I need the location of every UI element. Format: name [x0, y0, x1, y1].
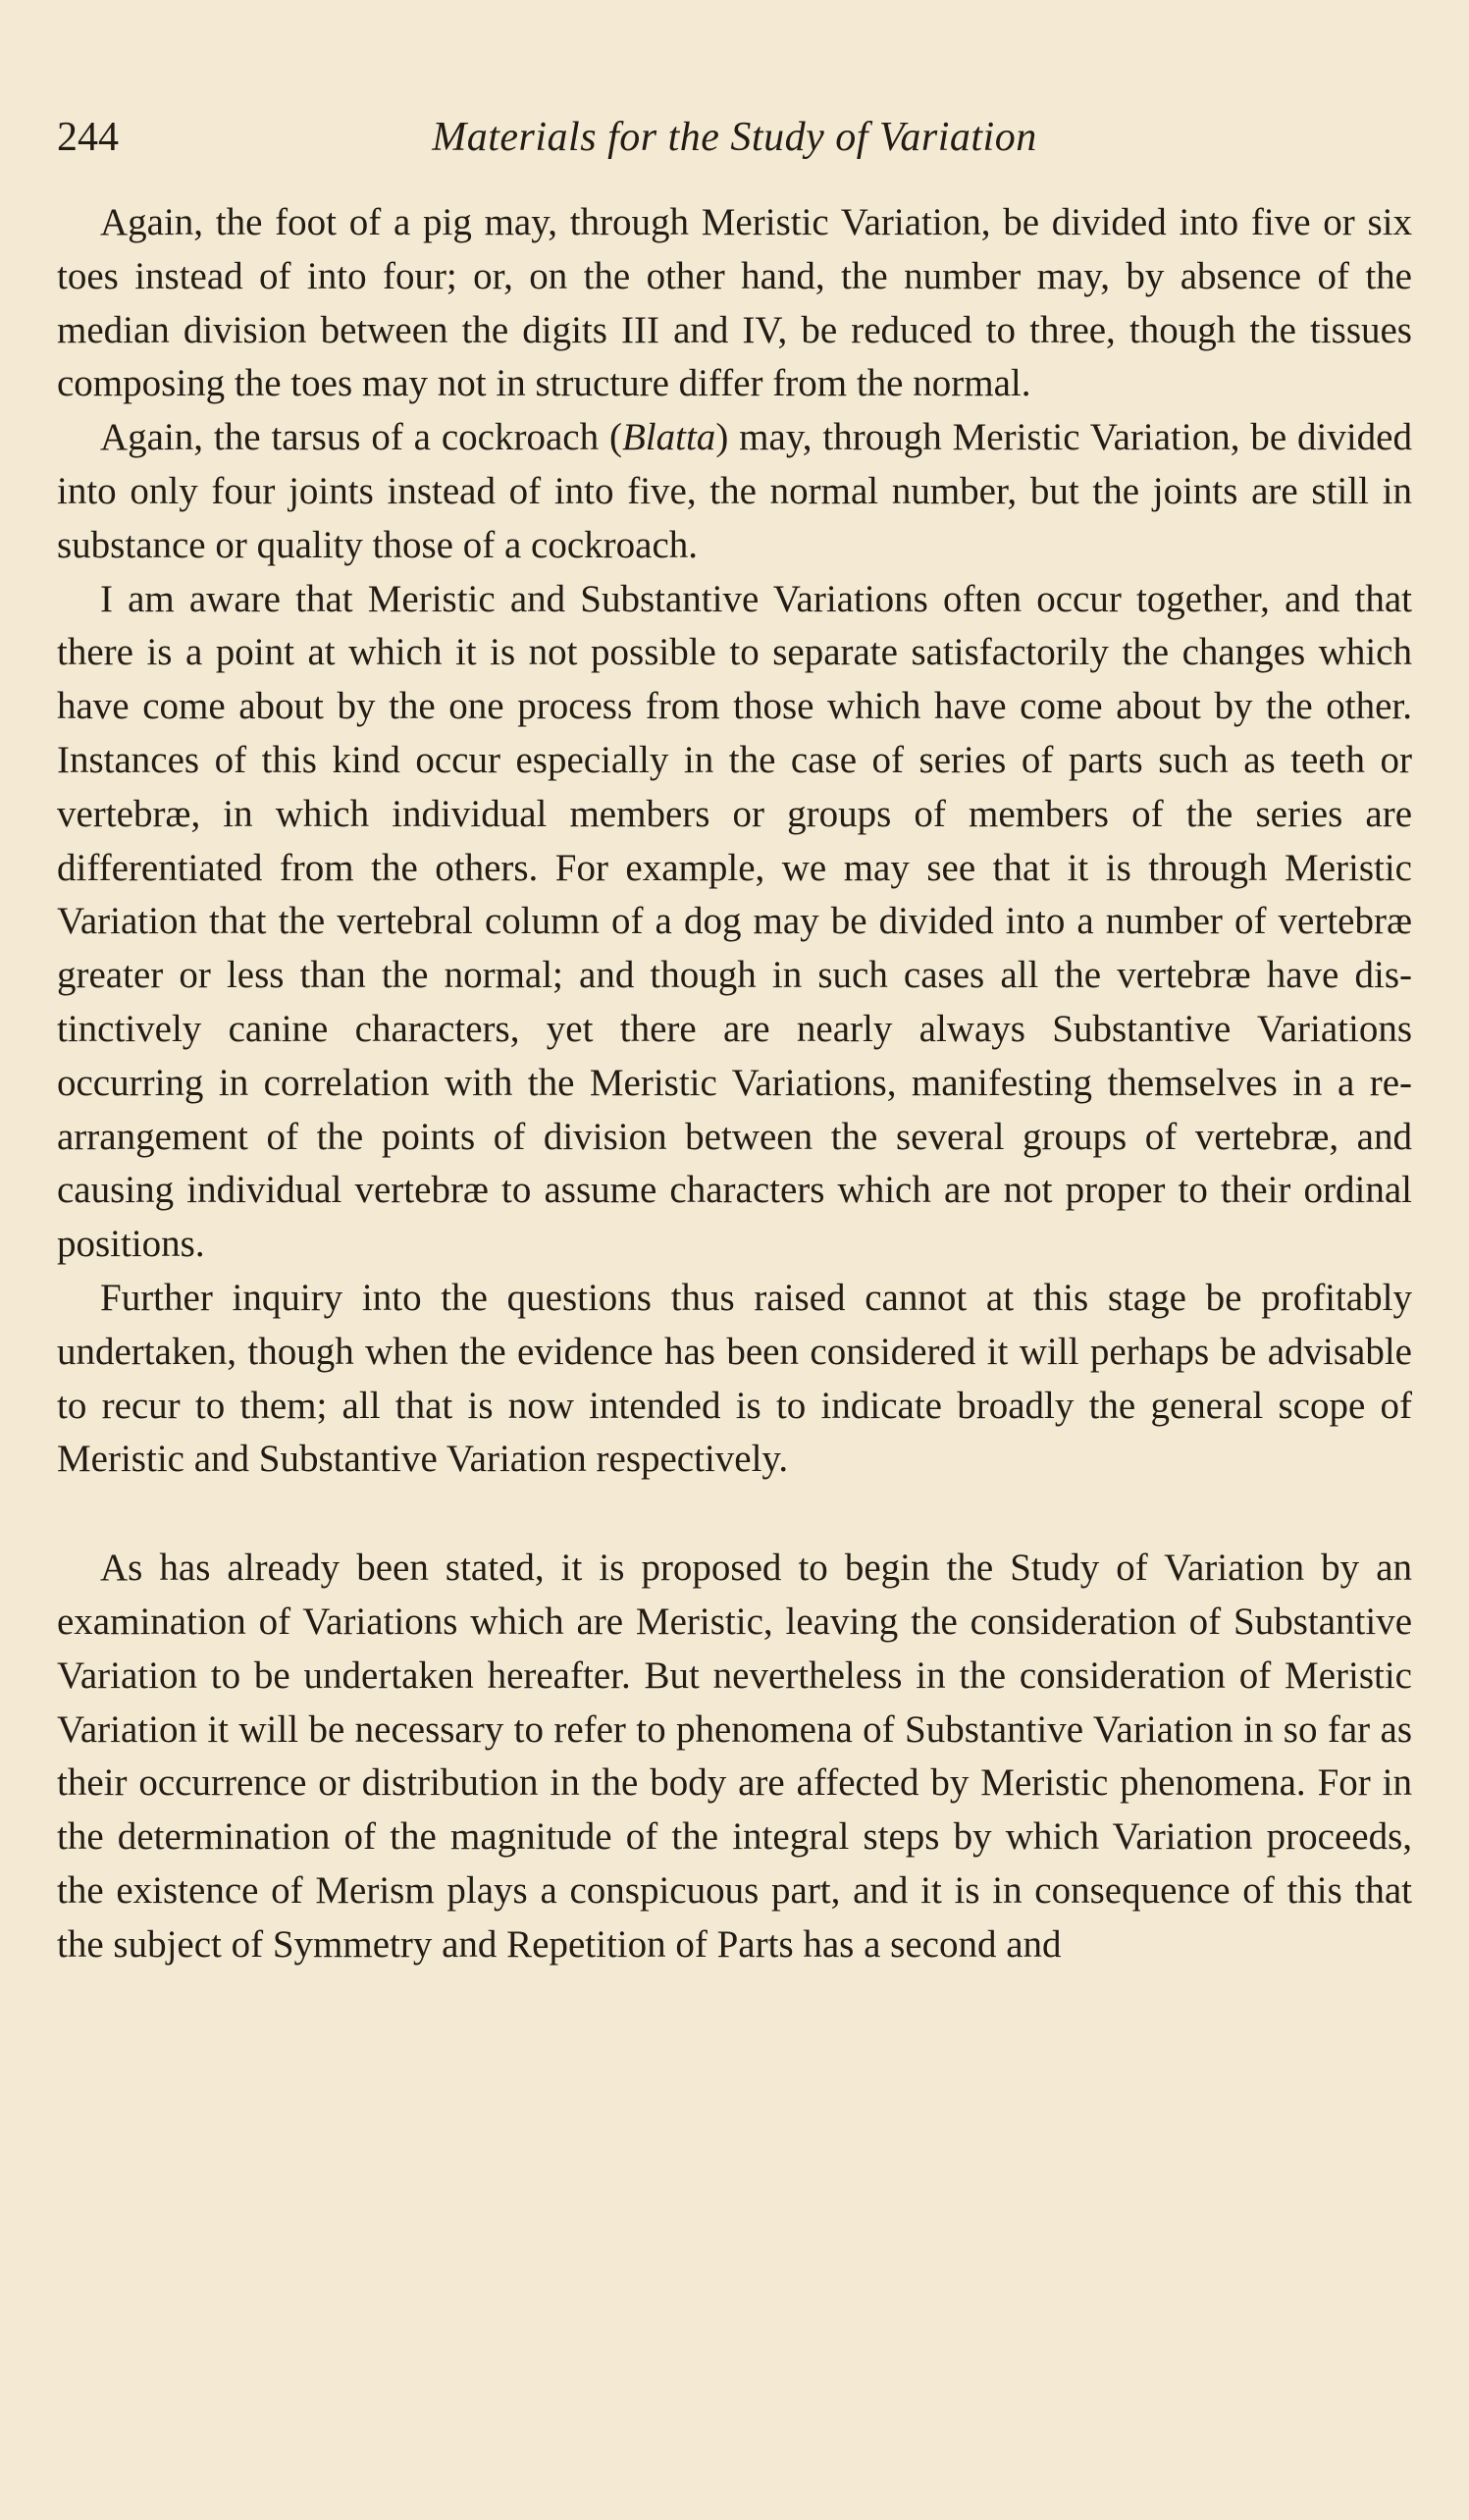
paragraph-further-inquiry: Further inquiry into the questions thus raised cannot at this stage be profitably undertaken, though when the evidence has been considered it will perhaps be advisable to recur to them; all that is now intended is to indicate broadly the general scope of Meristic and Substantive Variation respectively. [57, 1276, 1412, 1481]
paragraph-pig-foot: Again, the foot of a pig may, through Meristic Variation, be divided into five or six toes instead of into four; or, on the other hand, the number may, by absence of the median division between the digits III and IV, be reduced to three, though the tissues composing the toes may not in structure differ from the normal. [57, 201, 1412, 405]
body-text [57, 196, 1412, 1972]
running-title: Materials for the Study of Variation [432, 115, 1037, 160]
paragraph-cockroach-tarsus [57, 411, 1412, 572]
cockroach-text-before: Again, the tarsus of a cockroach ( [100, 416, 622, 459]
genus-name-blatta: Blatta [621, 416, 716, 459]
running-head [57, 98, 1412, 177]
paragraph-meristic-substantive: I am aware that Meristic and Substantive Variations often occur together, and that there is a point at which it is not possible to separate satisfactorily the changes which have come about by the one process from those which have come about by the other. Instances of this kind occur especially in the case of series of parts such as teeth or vertebræ, in which individual members or groups of members of the series are differentiated from the others. For example, we may see that it is through Meristic Variation that the vertebral column of a dog may be divided into a number of vertebræ greater or less than the normal; and though in such cases all the vertebræ have distinctively canine characters, yet there are nearly always Substantive Variations occurring in correlation with the Meristic Variations, manifesting themselves in a re-arrangement of the points of division between the several groups of vertebræ, and causing individual vertebræ to assume characters which are not proper to their ordinal positions. [57, 577, 1412, 1266]
paragraph-study-plan: As has already been stated, it is proposed to begin the Study of Variation by an examination of Variations which are Meristic, leaving the consideration of Substantive Variation to be undertaken hereafter. But nevertheless in the consideration of Meristic Variation it will be necessary to refer to phenomena of Substantive Variation in so far as their occurrence or distribution in the body are affected by Meristic phenomena. For in the determination of the magnitude of the integral steps by which Variation proceeds, the existence of Merism plays a conspicuous part, and it is in consequence of this that the subject of Symmetry and Repetition of Parts has a second and [57, 1547, 1412, 1966]
section-break [57, 1487, 1412, 1542]
cockroach-text-after: ) may, through Meristic Variation, be divided into only four joints instead of into five, the normal number, but the joints are still in substance or quality those of a cockroach. [57, 416, 1412, 566]
page-number: 244 [57, 115, 119, 160]
